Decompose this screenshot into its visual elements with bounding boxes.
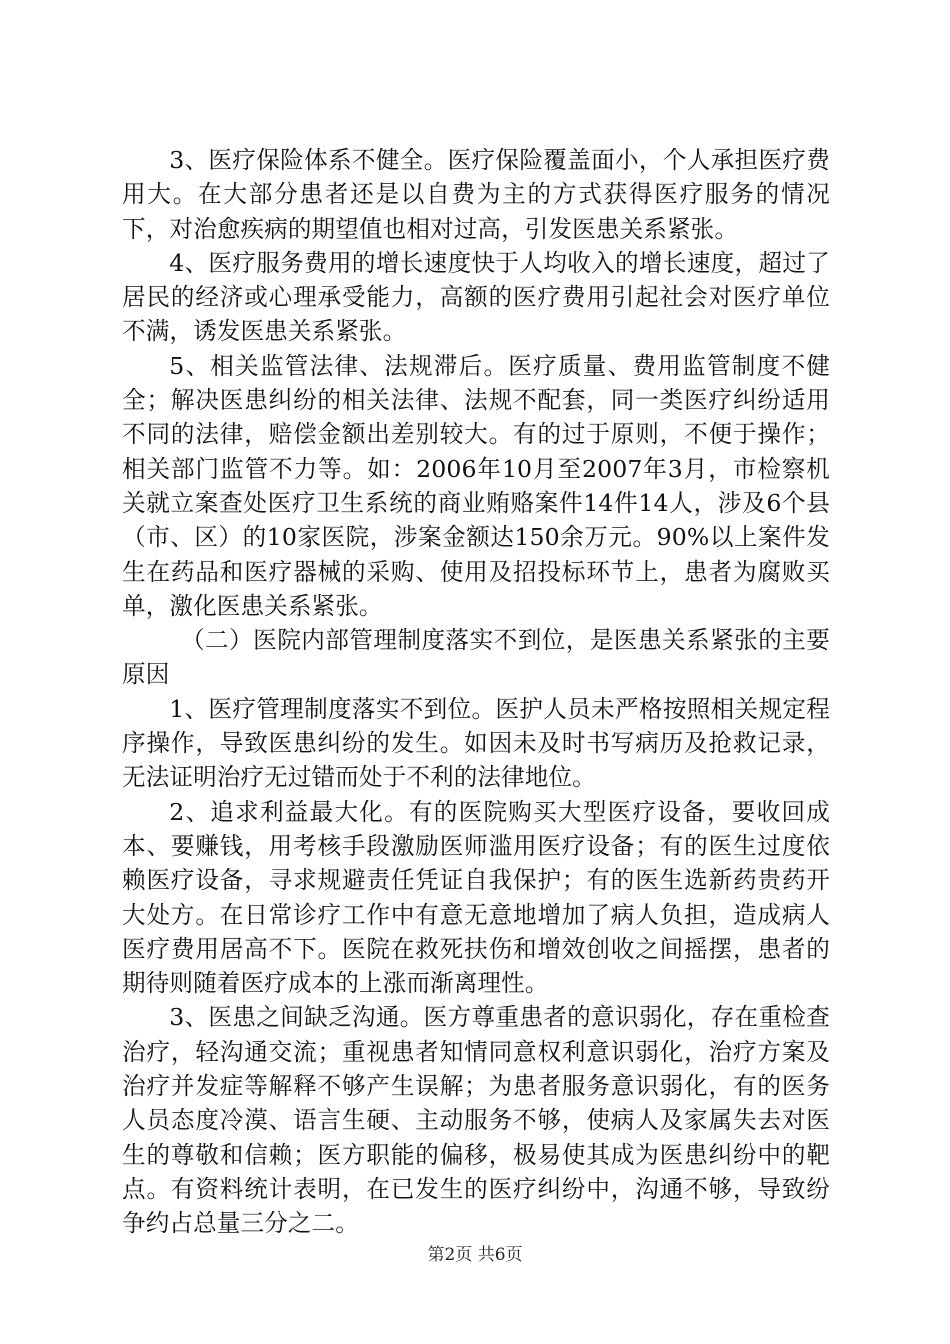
section-heading-internal-management: （二）医院内部管理制度落实不到位，是医患关系紧张的主要原因 bbox=[122, 626, 830, 689]
document-body bbox=[122, 143, 830, 1241]
paragraph-lack-of-communication: 3、医患之间缺乏沟通。医方尊重患者的意识弱化，存在重检查治疗，轻沟通交流；重视患者知情同意权利意识弱化，治疗方案及治疗并发症等解释不够产生误解；为患者服务意识弱化，有的医务人员态度冷漠、语言生硬、主动服务不够，使病人及家属失去对医生的尊敬和信赖；医方职能的偏移，极易使其成为医患纠纷中的靶点。有资料统计表明，在已发生的医疗纠纷中，沟通不够，导致纷争约占总量三分之二。 bbox=[122, 1003, 830, 1238]
paragraph-regulation-lag: 5、相关监管法律、法规滞后。医疗质量、费用监管制度不健全；解决医患纠纷的相关法律、法规不配套，同一类医疗纠纷适用不同的法律，赔偿金额出差别较大。有的过于原则，不便于操作；相关部门监管不力等。如：2006年10月至2007年3月，市检察机关就立案查处医疗卫生系统的商业贿赂案件14件14人，涉及6个县（市、区）的10家医院，涉案金额达150余万元。90%以上案件发生在药品和医疗器械的采购、使用及招投标环节上，患者为腐败买单，激化医患关系紧张。 bbox=[122, 351, 830, 620]
paragraph-profit-maximization: 2、追求利益最大化。有的医院购买大型医疗设备，要收回成本、要赚钱，用考核手段激励医师滥用医疗设备；有的医生过度依赖医疗设备，寻求规避责任凭证自我保护；有的医生选新药贵药开大处方。在日常诊疗工作中有意无意地增加了病人负担，造成病人医疗费用居高不下。医院在救死扶伤和增效创收之间摇摆，患者的期待则随着医疗成本的上涨而渐离理性。 bbox=[122, 797, 830, 998]
paragraph-insurance-system: 3、医疗保险体系不健全。医疗保险覆盖面小，个人承担医疗费用大。在大部分患者还是以自费为主的方式获得医疗服务的情况下，对治愈疾病的期望值也相对过高，引发医患关系紧张。 bbox=[122, 146, 830, 243]
paragraph-cost-growth: 4、医疗服务费用的增长速度快于人均收入的增长速度，超过了居民的经济或心理承受能力，高额的医疗费用引起社会对医疗单位不满，诱发医患关系紧张。 bbox=[122, 248, 830, 346]
page-number-footer: 第2页 共6页 bbox=[427, 1245, 523, 1265]
paragraph-management-system: 1、医疗管理制度落实不到位。医护人员未严格按照相关规定程序操作，导致医患纠纷的发生。如因未及时书写病历及抢救记录，无法证明治疗无过错而处于不利的法律地位。 bbox=[122, 694, 830, 792]
